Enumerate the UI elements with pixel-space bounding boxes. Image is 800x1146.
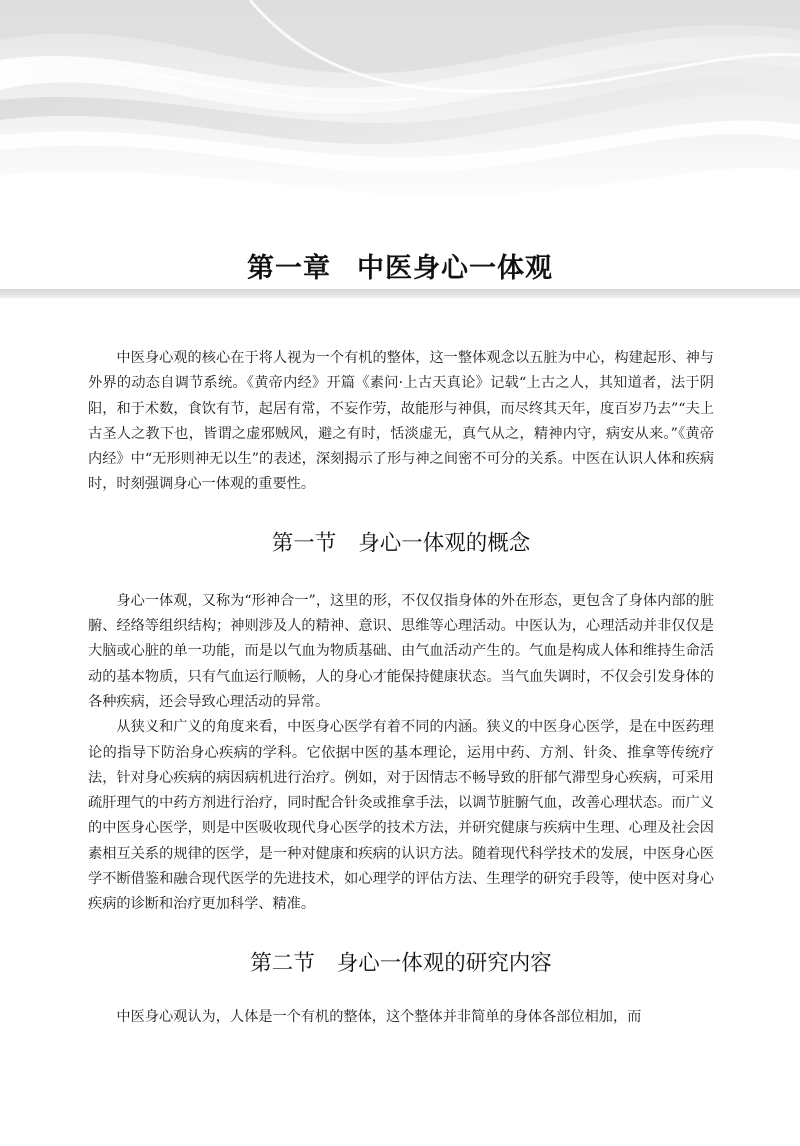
body-content (88, 346, 714, 1030)
intro-paragraph: 中医身心观的核心在于将人视为一个有机的整体，这一整体观念以五脏为中心，构建起形、神与外界的动态自调节系统。《黄帝内经》开篇《素问·上古天真论》记载“上古之人，其知道者，法于阴阳，和于术数，食饮有节，起居有常，不妄作劳，故能形与神俱，而尽终其天年，度百岁乃去”“夫上古圣人之教下也，皆谓之虚邪贼风，避之有时，恬淡虚无，真气从之，精神内守，病安从来。”《黄帝内经》中“无形则神无以生”的表述，深刻揭示了形与神之间密不可分的关系。中医在认识人体和疾病时，时刻强调身心一体观的重要性。 (88, 350, 714, 493)
title-divider-bar (0, 289, 800, 298)
header-wave-decoration (0, 0, 800, 210)
section-1-number: 第一节 (271, 530, 337, 556)
section-2-number: 第二节 (250, 950, 315, 976)
section-1-title: 身心一体观的概念 (358, 530, 531, 556)
section-2-title: 身心一体观的研究内容 (336, 950, 552, 976)
section-1-heading (88, 526, 714, 557)
chapter-title (0, 246, 800, 285)
section-2-heading (88, 946, 714, 977)
section-2-paragraph: 中医身心观认为，人体是一个有机的整体，这个整体并非简单的身体各部位相加，而 (116, 1008, 642, 1025)
section-1-paragraph: 从狭义和广义的角度来看，中医身心医学有着不同的内涵。狭义的中医身心医学，是在中医药理论的指导下防治身心疾病的学科。它依据中医的基本理论，运用中药、方剂、针灸、推拿等传统疗法，针对身心疾病的病因病机进行治疗。例如，对于因情志不畅导致的肝郁气滞型身心疾病，可采用疏肝理气的中药方剂进行治疗，同时配合针灸或推拿手法，以调节脏腑气血，改善心理状态。而广义的中医身心医学，则是中医吸收现代身心医学的技术方法，并研究健康与疾病中生理、心理及社会因素相互关系的规律的医学，是一种对健康和疾病的认识方法。随着现代科学技术的发展，中医身心医学不断借鉴和融合现代医学的先进技术，如心理学的评估方法、生理学的研究手段等，使中医对身心疾病的诊断和治疗更加科学、精准。 (88, 719, 714, 913)
section-1-paragraph: 身心一体观，又称为“形神合一”，这里的形，不仅仅指身体的外在形态，更包含了身体内部的脏腑、经络等组织结构；神则涉及人的精神、意识、思维等心理活动。中医认为，心理活动并非仅仅是大脑或心脏的单一功能，而是以气血为物质基础、由气血活动产生的。气血是构成人体和维持生命活动的基本物质，只有气血运行顺畅，人的身心才能保持健康状态。当气血失调时，不仅会引发身体的各种疾病，还会导致心理活动的异常。 (88, 592, 714, 710)
chapter-number: 第一章 (247, 253, 331, 285)
chapter-name: 中医身心一体观 (357, 253, 553, 285)
